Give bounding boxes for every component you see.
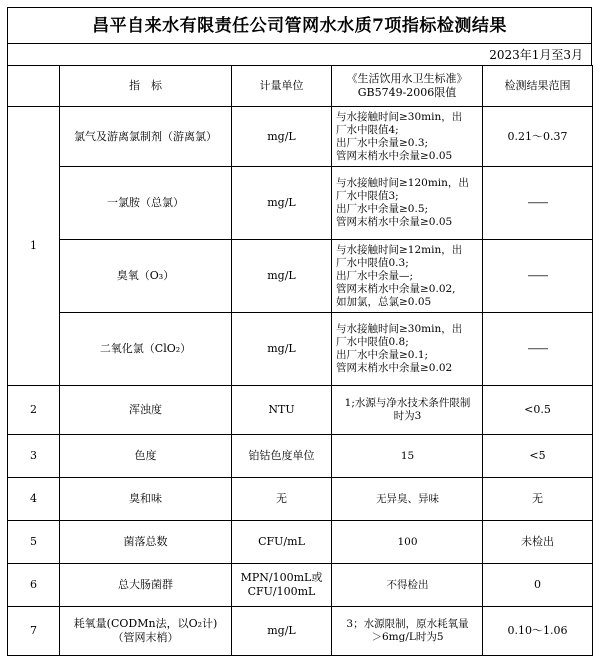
table-row [8, 478, 593, 521]
table-row [8, 240, 593, 313]
table-row [8, 564, 593, 607]
limit-cell: 与水接触时间≥12min，出 厂水中限值0.3; 出厂水中余量—; 管网末梢水中余量≥0.02, 如加氯，总氯≥0.05 [332, 240, 483, 313]
limit-cell: 1;水源与净水技术条件限制 时为3 [332, 386, 483, 435]
row-number: 7 [8, 607, 60, 656]
limit-cell: 与水接触时间≥120min，出 厂水中限值3; 出厂水中余量≥0.5; 管网末梢水中余量≥0.05 [332, 167, 483, 240]
unit-cell: mg/L [232, 607, 332, 656]
header-result: 检测结果范围 [483, 66, 593, 107]
result-cell: 0.21～0.37 [483, 107, 593, 167]
limit-cell: 3；水源限制，原水耗氧量 ＞6mg/L时为5 [332, 607, 483, 656]
table-row [8, 167, 593, 240]
result-cell: 0.10～1.06 [483, 607, 593, 656]
row-number: 4 [8, 478, 60, 521]
unit-cell: CFU/mL [232, 521, 332, 564]
table-row [8, 107, 593, 167]
limit-cell: 15 [332, 435, 483, 478]
unit-cell: 铂钴色度单位 [232, 435, 332, 478]
result-cell: <0.5 [483, 386, 593, 435]
indicator-name: 耗氧量(CODMn法，以O₂计) （管网末梢） [60, 607, 232, 656]
limit-cell: 与水接触时间≥30min，出 厂水中限值0.8; 出厂水中余量≥0.1; 管网末梢水中余量≥0.02 [332, 313, 483, 386]
header-unit: 计量单位 [232, 66, 332, 107]
unit-cell: 无 [232, 478, 332, 521]
limit-cell: 无异臭、异味 [332, 478, 483, 521]
indicator-name: 菌落总数 [60, 521, 232, 564]
row-number: 2 [8, 386, 60, 435]
table-row [8, 386, 593, 435]
table-row [8, 521, 593, 564]
header-no [8, 66, 60, 107]
header-row [8, 66, 593, 107]
indicator-name: 色度 [60, 435, 232, 478]
unit-cell: mg/L [232, 167, 332, 240]
unit-cell: mg/L [232, 240, 332, 313]
result-cell: —— [483, 167, 593, 240]
report-period: 2023年1月至3月 [7, 43, 592, 65]
header-standard: 《生活饮用水卫生标准》 GB5749-2006限值 [332, 66, 483, 107]
indicator-name: 总大肠菌群 [60, 564, 232, 607]
result-cell: 未检出 [483, 521, 593, 564]
indicator-name: 一氯胺（总氯） [60, 167, 232, 240]
limit-cell: 不得检出 [332, 564, 483, 607]
unit-cell: NTU [232, 386, 332, 435]
indicator-name: 氯气及游离氯制剂（游离氯） [60, 107, 232, 167]
row-number: 6 [8, 564, 60, 607]
unit-cell: mg/L [232, 107, 332, 167]
table-row [8, 313, 593, 386]
indicator-name: 臭和味 [60, 478, 232, 521]
table-row [8, 607, 593, 656]
limit-cell: 100 [332, 521, 483, 564]
indicator-name: 二氧化氯（ClO₂） [60, 313, 232, 386]
unit-cell: mg/L [232, 313, 332, 386]
result-cell: <5 [483, 435, 593, 478]
table-row [8, 435, 593, 478]
result-cell: 无 [483, 478, 593, 521]
indicator-name: 浑浊度 [60, 386, 232, 435]
row-number: 5 [8, 521, 60, 564]
unit-cell: MPN/100mL或 CFU/100mL [232, 564, 332, 607]
report [7, 7, 592, 656]
report-title: 昌平自来水有限责任公司管网水水质7项指标检测结果 [7, 7, 592, 43]
row-number: 3 [8, 435, 60, 478]
indicator-name: 臭氧（O₃） [60, 240, 232, 313]
row-number: 1 [8, 107, 60, 386]
results-table [7, 65, 593, 656]
header-indicator: 指 标 [60, 66, 232, 107]
result-cell: —— [483, 240, 593, 313]
result-cell: 0 [483, 564, 593, 607]
limit-cell: 与水接触时间≥30min，出 厂水中限值4; 出厂水中余量≥0.3; 管网末梢水中余量≥0.05 [332, 107, 483, 167]
result-cell: —— [483, 313, 593, 386]
